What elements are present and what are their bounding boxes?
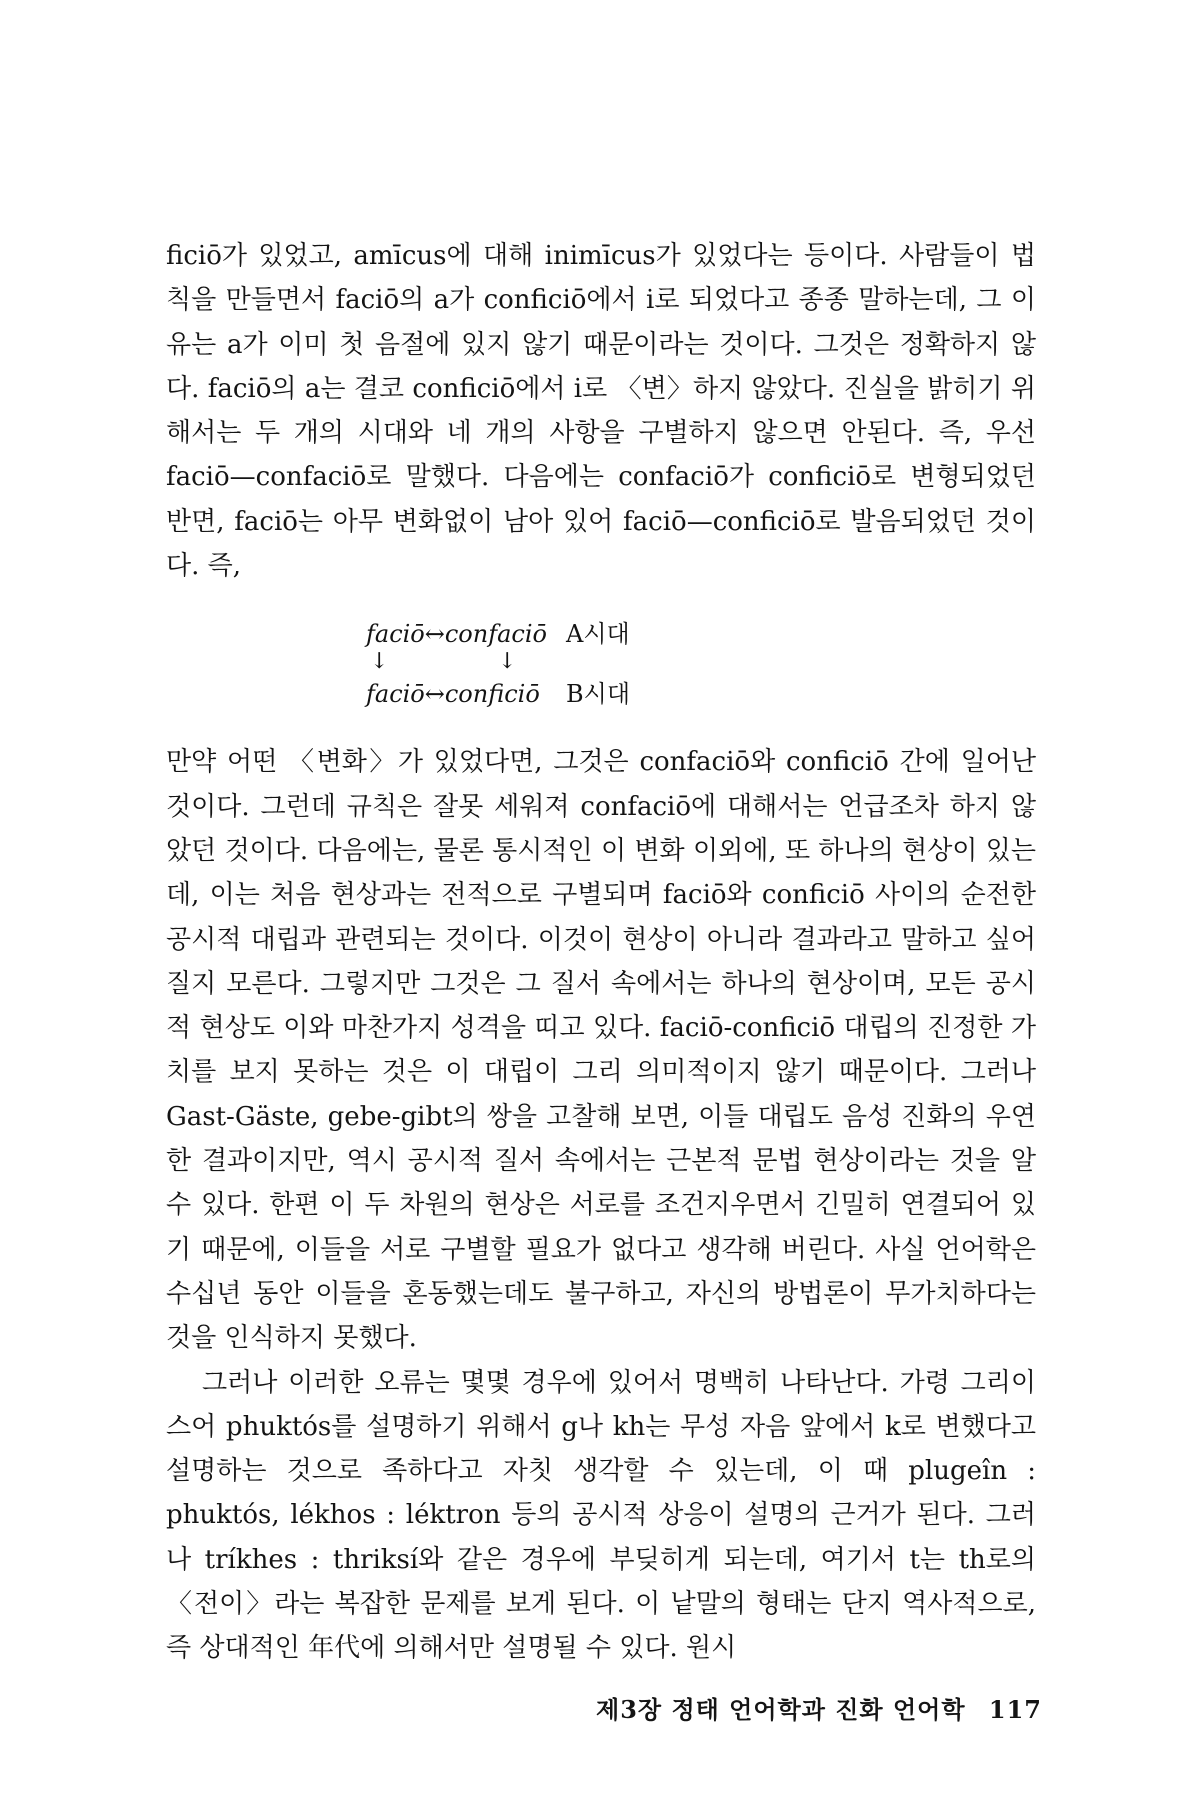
paragraph-1: ficiō가 있었고, amīcus에 대해 inimīcus가 있었다는 등이다. 사람들이 법칙을 만들면서 faciō의 a가 conficiō에서 i로 되었다고 종종 말하는데, 그 이유는 a가 이미 첫 음절에 있지 않기 때문이라는 것이다. 그것은 정확하지 않다. faciō의 a는 결코 conficiō에서 i로 〈변〉하지 않았다. 진실을 밝히기 위해서는 두 개의 시대와 네 개의 사항을 구별하지 않으면 안된다. 즉, 우선 faciō—confaciō로 말했다. 다음에는 confaciō가 conficiō로 변형되었던 반면, faciō는 아무 변화없이 남아 있어 faciō—conficiō로 발음되었던 것이다. 즉, xyxy=(166,241,1036,582)
diagram-row-a-forms: faciō↔confaciō xyxy=(366,620,547,649)
body-text xyxy=(166,234,1036,1671)
diagram-row-b-era: B시대 xyxy=(566,680,631,709)
diagram-row-a-era: A시대 xyxy=(566,620,630,649)
paragraph-2: 만약 어떤 〈변화〉가 있었다면, 그것은 confaciō와 conficiō 간에 일어난 것이다. 그런데 규칙은 잘못 세워져 confaciō에 대해서는 언급조차 하지 않았던 것이다. 다음에는, 물론 통시적인 이 변화 이외에, 또 하나의 현상이 있는데, 이는 처음 현상과는 전적으로 구별되며 faciō와 conficiō 사이의 순전한 공시적 대립과 관련되는 것이다. 이것이 현상이 아니라 결과라고 말하고 싶어질지 모른다. 그렇지만 그것은 그 질서 속에서는 하나의 현상이며, 모든 공시적 현상도 이와 마찬가지 성격을 띠고 있다. faciō-conficiō 대립의 진정한 가치를 보지 못하는 것은 이 대립이 그리 의미적이지 않기 때문이다. 그러나 Gast-Gäste, gebe-gibt의 쌍을 고찰해 보면, 이들 대립도 음성 진화의 우연한 결과이지만, 역시 공시적 질서 속에서는 근본적 문법 현상이라는 것을 알 수 있다. 한편 이 두 차원의 현상은 서로를 조건지우면서 긴밀히 연결되어 있기 때문에, 이들을 서로 구별할 필요가 없다고 생각해 버린다. 사실 언어학은 수십년 동안 이들을 혼동했는데도 불구하고, 자신의 방법론이 무가치하다는 것을 인식하지 못했다. xyxy=(166,747,1036,1354)
chapter-title: 제3장 정태 언어학과 진화 언어학 xyxy=(596,1695,966,1724)
down-arrow-icon: ↓ xyxy=(370,649,389,675)
page-number: 117 xyxy=(988,1695,1042,1724)
diagram-row-a xyxy=(366,618,1036,650)
diagram-arrows xyxy=(366,650,1036,678)
paragraph-3: 그러나 이러한 오류는 몇몇 경우에 있어서 명백히 나타난다. 가령 그리이스어 phuktós를 설명하기 위해서 g나 kh는 무성 자음 앞에서 k로 변했다고 설명하는 것으로 족하다고 자칫 생각할 수 있는데, 이 때 plugeîn : phuktós, lékhos : léktron 등의 공시적 상응이 설명의 근거가 된다. 그러나 tríkhes : thriksí와 같은 경우에 부딪히게 되는데, 여기서 t는 th로의 〈전이〉라는 복잡한 문제를 보게 된다. 이 낱말의 형태는 단지 역사적으로, 즉 상대적인 年代에 의해서만 설명될 수 있다. 원시 xyxy=(166,1367,1036,1664)
faciō-diagram xyxy=(166,618,1036,710)
diagram-row-b xyxy=(366,678,1036,710)
running-footer xyxy=(562,1690,1042,1725)
diagram-row-b-forms: faciō↔conficiō xyxy=(366,680,540,709)
down-arrow-icon: ↓ xyxy=(498,649,517,675)
